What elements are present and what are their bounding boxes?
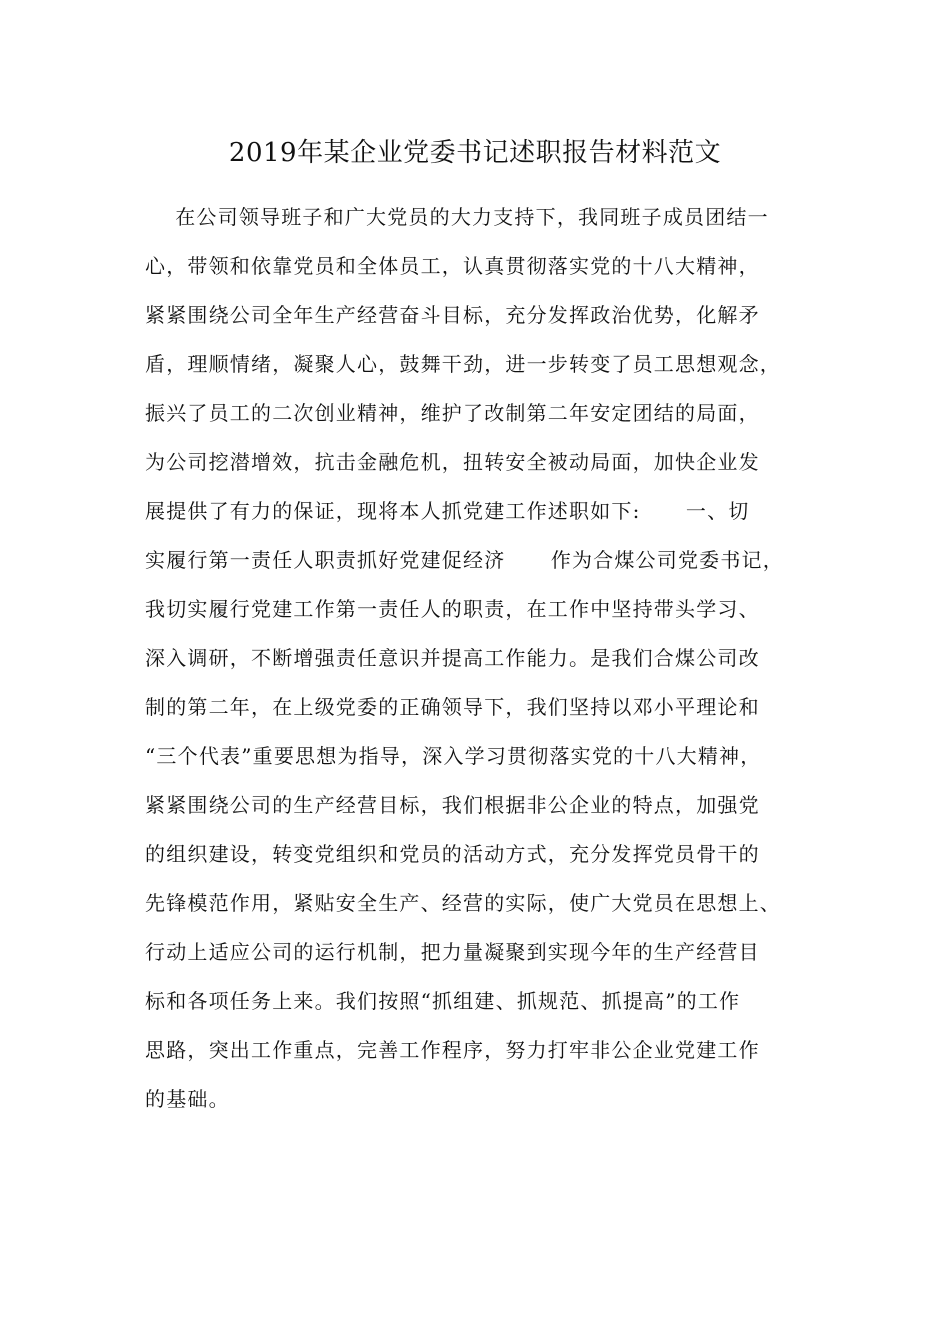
document-body: [145, 193, 845, 1124]
body-line-11: 制的第二年，在上级党委的正确领导下，我们坚持以邓小平理论和: [145, 695, 760, 719]
body-line-8: 实履行第一责任人职责抓好党建促经济 作为合煤公司党委书记，: [145, 548, 784, 572]
body-line-10: 深入调研，不断增强责任意识并提高工作能力。是我们合煤公司改: [145, 646, 760, 670]
body-line-12: “三个代表”重要思想为指导，深入学习贯彻落实党的十八大精神，: [145, 744, 762, 768]
body-line-3: 紧紧围绕公司全年生产经营奋斗目标，充分发挥政治优势，化解矛: [145, 303, 760, 327]
body-line-13: 紧紧围绕公司的生产经营目标，我们根据非公企业的特点，加强党: [145, 793, 760, 817]
body-line-14: 的组织建设，转变党组织和党员的活动方式，充分发挥党员骨干的: [145, 842, 760, 866]
body-line-4: 盾，理顺情绪，凝聚人心，鼓舞干劲，进一步转变了员工思想观念，: [145, 352, 781, 376]
body-line-1: 在公司领导班子和广大党员的大力支持下，我同班子成员团结一: [145, 205, 769, 229]
body-line-5: 振兴了员工的二次创业精神，维护了改制第二年安定团结的局面，: [145, 401, 760, 425]
body-line-19: 的基础。: [145, 1087, 230, 1111]
body-line-17: 标和各项任务上来。我们按照“抓组建、抓规范、抓提高”的工作: [145, 989, 741, 1013]
body-line-15: 先锋模范作用，紧贴安全生产、经营的实际，使广大党员在思想上、: [145, 891, 781, 915]
body-line-9: 我切实履行党建工作第一责任人的职责，在工作中坚持带头学习、: [145, 597, 760, 621]
body-line-6: 为公司挖潜增效，抗击金融危机，扭转安全被动局面，加快企业发: [145, 450, 760, 474]
body-line-7: 展提供了有力的保证，现将本人抓党建工作述职如下: 一、切: [145, 499, 750, 523]
body-line-16: 行动上适应公司的运行机制，把力量凝聚到实现今年的生产经营目: [145, 940, 760, 964]
document-title: 2019年某企业党委书记述职报告材料范文: [228, 138, 722, 168]
body-line-2: 心，带领和依靠党员和全体员工，认真贯彻落实党的十八大精神，: [145, 254, 760, 278]
body-line-18: 思路，突出工作重点，完善工作程序，努力打牢非公企业党建工作: [145, 1038, 760, 1062]
